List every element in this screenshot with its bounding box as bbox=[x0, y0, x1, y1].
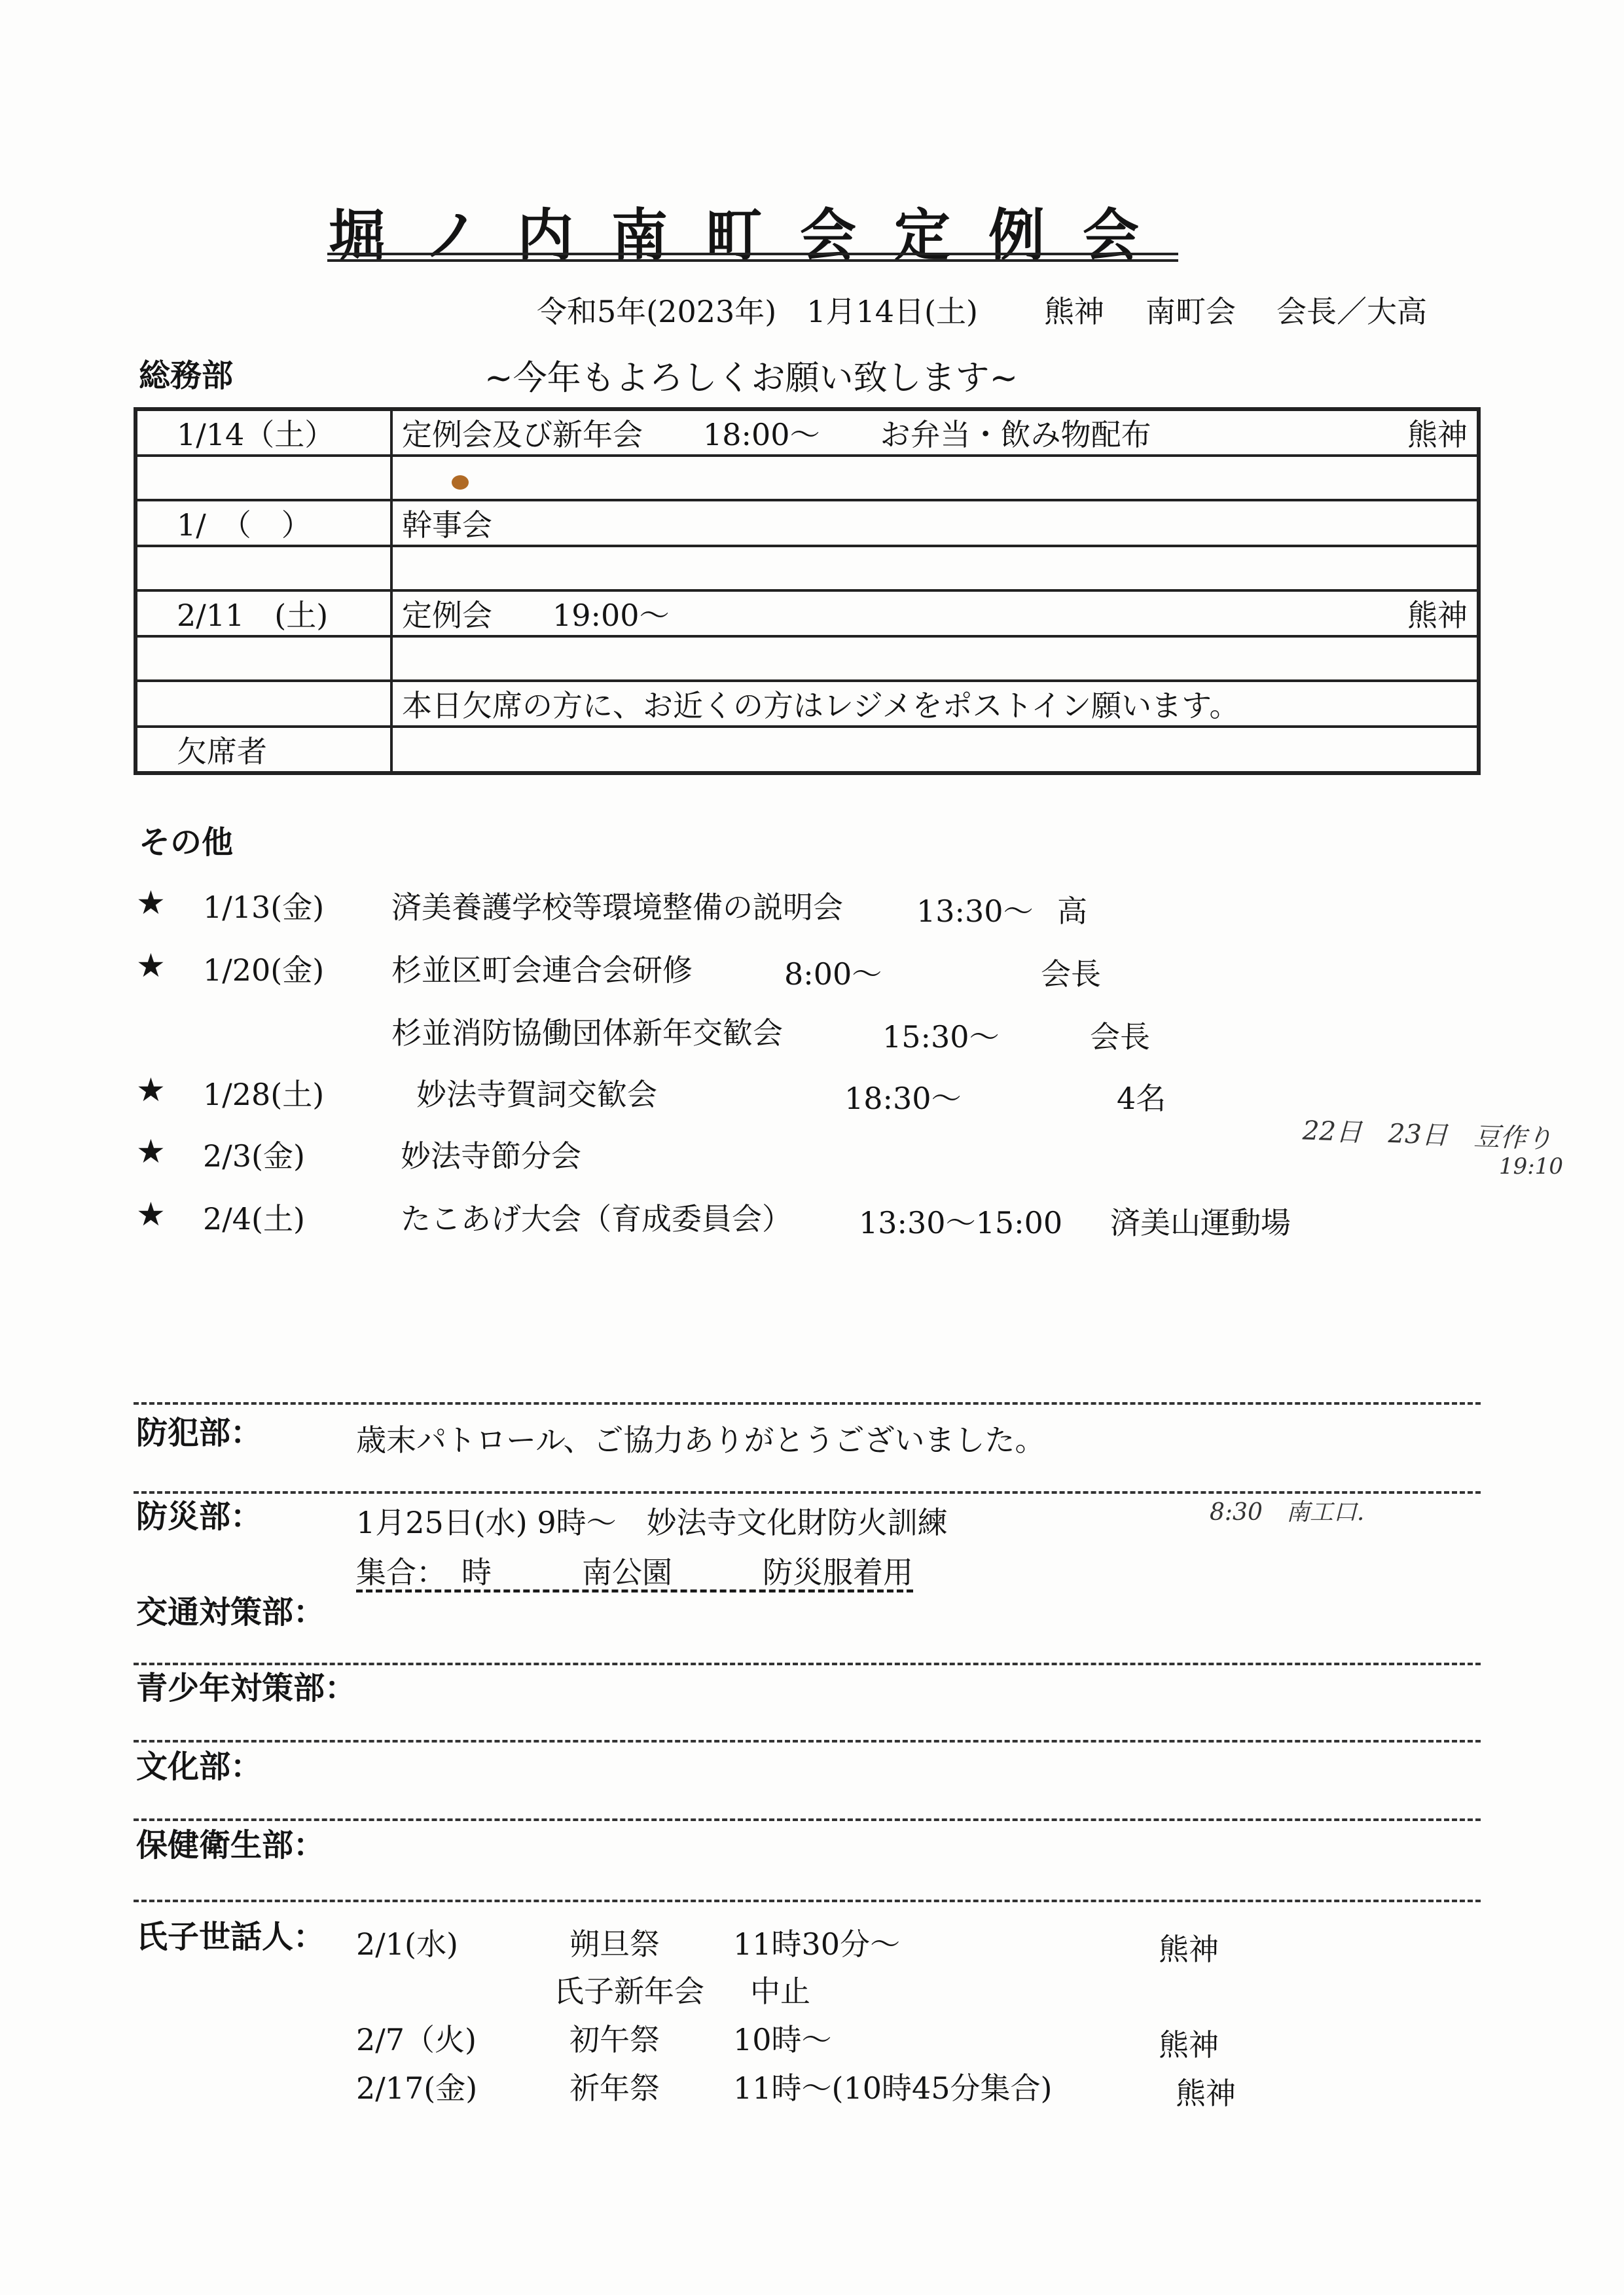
ujiko-event: 初午祭 bbox=[569, 2022, 660, 2057]
event-time: 18:30～ bbox=[844, 1081, 962, 1116]
table-row bbox=[135, 681, 1479, 727]
table-row bbox=[135, 636, 1479, 681]
row-date bbox=[135, 681, 391, 727]
table-row bbox=[135, 727, 1479, 773]
event-person: 会長 bbox=[1041, 956, 1101, 992]
star-icon: ★ bbox=[136, 1071, 166, 1109]
section-heading-soumu: 総務部 bbox=[139, 357, 234, 394]
row-content bbox=[391, 546, 1479, 590]
meeting-place: 熊神 bbox=[1044, 294, 1104, 329]
meeting-date: 令和5年(2023年) 1月14日(土) bbox=[537, 294, 978, 329]
ujiko-date: 2/1(水) bbox=[356, 1926, 458, 1962]
event-time: 13:30～15:00 bbox=[859, 1205, 1063, 1240]
divider bbox=[134, 1740, 1481, 1743]
event-person: 4名 bbox=[1117, 1081, 1166, 1116]
meeting-chair: 会長／大高 bbox=[1276, 294, 1427, 329]
ujiko-person: 熊神 bbox=[1159, 2027, 1219, 2063]
row-date: 1/ （ ） bbox=[135, 500, 391, 546]
dept-label-seishounen: 青少年対策部： bbox=[136, 1670, 357, 1707]
divider bbox=[134, 1818, 1481, 1821]
event-name: たこあげ大会（育成委員会） bbox=[401, 1201, 792, 1237]
stain-mark bbox=[452, 475, 469, 490]
row-date: 2/11 (土) bbox=[135, 590, 391, 636]
page-title: 堀ノ内南町会定例会 bbox=[329, 203, 1177, 268]
event-name: 妙法寺節分会 bbox=[401, 1138, 581, 1174]
section-heading-sonota: その他 bbox=[139, 824, 234, 861]
event-time: 13:30～ bbox=[916, 894, 1034, 929]
ujiko-event: 氏子新年会 bbox=[554, 1974, 704, 2009]
dept-label-bouhan: 防犯部： bbox=[136, 1415, 262, 1451]
star-icon: ★ bbox=[136, 947, 166, 985]
event-name: 済美養護学校等環境整備の説明会 bbox=[391, 890, 843, 925]
dept-label-koutsu: 交通対策部： bbox=[136, 1594, 325, 1631]
ujiko-date: 2/7（火) bbox=[356, 2022, 477, 2057]
row-content bbox=[391, 590, 1479, 636]
ujiko-date: 2/17(金) bbox=[356, 2070, 478, 2106]
row-content: 本日欠席の方に、お近くの方はレジメをポストイン願います。 bbox=[391, 681, 1479, 727]
table-row bbox=[135, 409, 1479, 456]
schedule-table bbox=[134, 407, 1481, 775]
event-person: 高 bbox=[1057, 894, 1087, 929]
event-location: 済美山運動場 bbox=[1110, 1205, 1291, 1240]
row-date: 1/14（土） bbox=[135, 409, 391, 456]
dept-label-hoken: 保健衛生部： bbox=[136, 1827, 325, 1864]
dept-label-ujiko: 氏子世話人： bbox=[136, 1919, 325, 1955]
event-time: 8:00～ bbox=[784, 956, 882, 992]
row-content bbox=[391, 409, 1479, 456]
event-date: 2/4(土) bbox=[203, 1201, 305, 1237]
event-date: 1/13(金) bbox=[203, 890, 325, 925]
row-content bbox=[391, 727, 1479, 773]
dept-text-bousai-2: 集合： 時 南公園 防災服着用 bbox=[356, 1555, 913, 1590]
table-row bbox=[135, 546, 1479, 590]
event-person: 会長 bbox=[1090, 1019, 1150, 1055]
row-text: 定例会 19:00～ bbox=[402, 598, 670, 633]
event-name: 杉並区町会連合会研修 bbox=[391, 952, 693, 988]
row-content bbox=[391, 636, 1479, 681]
ujiko-event: 祈年祭 bbox=[569, 2070, 660, 2106]
star-icon: ★ bbox=[136, 884, 166, 922]
event-date: 1/28(土) bbox=[203, 1077, 325, 1112]
ujiko-time: 11時～(10時45分集合) bbox=[733, 2070, 1053, 2106]
row-text: 定例会及び新年会 18:00～ お弁当・飲み物配布 bbox=[402, 417, 1151, 452]
divider bbox=[134, 1900, 1481, 1902]
title-underline bbox=[327, 253, 1178, 262]
star-icon: ★ bbox=[136, 1132, 166, 1170]
ujiko-time: 中止 bbox=[750, 1974, 810, 2009]
ujiko-time: 11時30分～ bbox=[733, 1926, 901, 1962]
dept-text-bouhan: 歳末パトロール、ご協力ありがとうございました。 bbox=[356, 1422, 1045, 1458]
handwritten-note: 19:10 bbox=[1499, 1153, 1563, 1180]
row-person: 熊神 bbox=[1407, 417, 1468, 452]
row-content bbox=[391, 456, 1479, 500]
row-date: 欠席者 bbox=[135, 727, 391, 773]
ujiko-person: 熊神 bbox=[1159, 1932, 1219, 1967]
event-name: 妙法寺賀詞交歓会 bbox=[416, 1077, 657, 1112]
event-time: 15:30～ bbox=[882, 1019, 1000, 1055]
handwritten-note: 8:30 南工口. bbox=[1210, 1499, 1365, 1526]
dept-label-bunka: 文化部： bbox=[136, 1748, 262, 1785]
ujiko-time: 10時～ bbox=[733, 2022, 832, 2057]
event-date: 2/3(金) bbox=[203, 1138, 305, 1174]
row-date bbox=[135, 636, 391, 681]
dept-label-bousai: 防災部： bbox=[136, 1498, 262, 1535]
row-content: 幹事会 bbox=[391, 500, 1479, 546]
handwritten-note: 22日 23日 豆作り bbox=[1302, 1115, 1553, 1155]
meeting-org: 南町会 bbox=[1146, 294, 1236, 329]
divider bbox=[134, 1402, 1481, 1405]
table-row bbox=[135, 500, 1479, 546]
table-row bbox=[135, 590, 1479, 636]
greeting: ~今年もよろしくお願い致します~ bbox=[484, 359, 1019, 398]
event-name: 杉並消防協働団体新年交歓会 bbox=[391, 1015, 783, 1051]
row-date bbox=[135, 456, 391, 500]
event-date: 1/20(金) bbox=[203, 952, 325, 988]
row-date bbox=[135, 546, 391, 590]
dept-text-bousai: 1月25日(水) 9時～ 妙法寺文化財防火訓練 bbox=[356, 1505, 948, 1540]
star-icon: ★ bbox=[136, 1195, 166, 1233]
table-row bbox=[135, 456, 1479, 500]
row-person: 熊神 bbox=[1407, 598, 1468, 633]
ujiko-event: 朔旦祭 bbox=[569, 1926, 660, 1962]
ujiko-person: 熊神 bbox=[1176, 2076, 1236, 2111]
